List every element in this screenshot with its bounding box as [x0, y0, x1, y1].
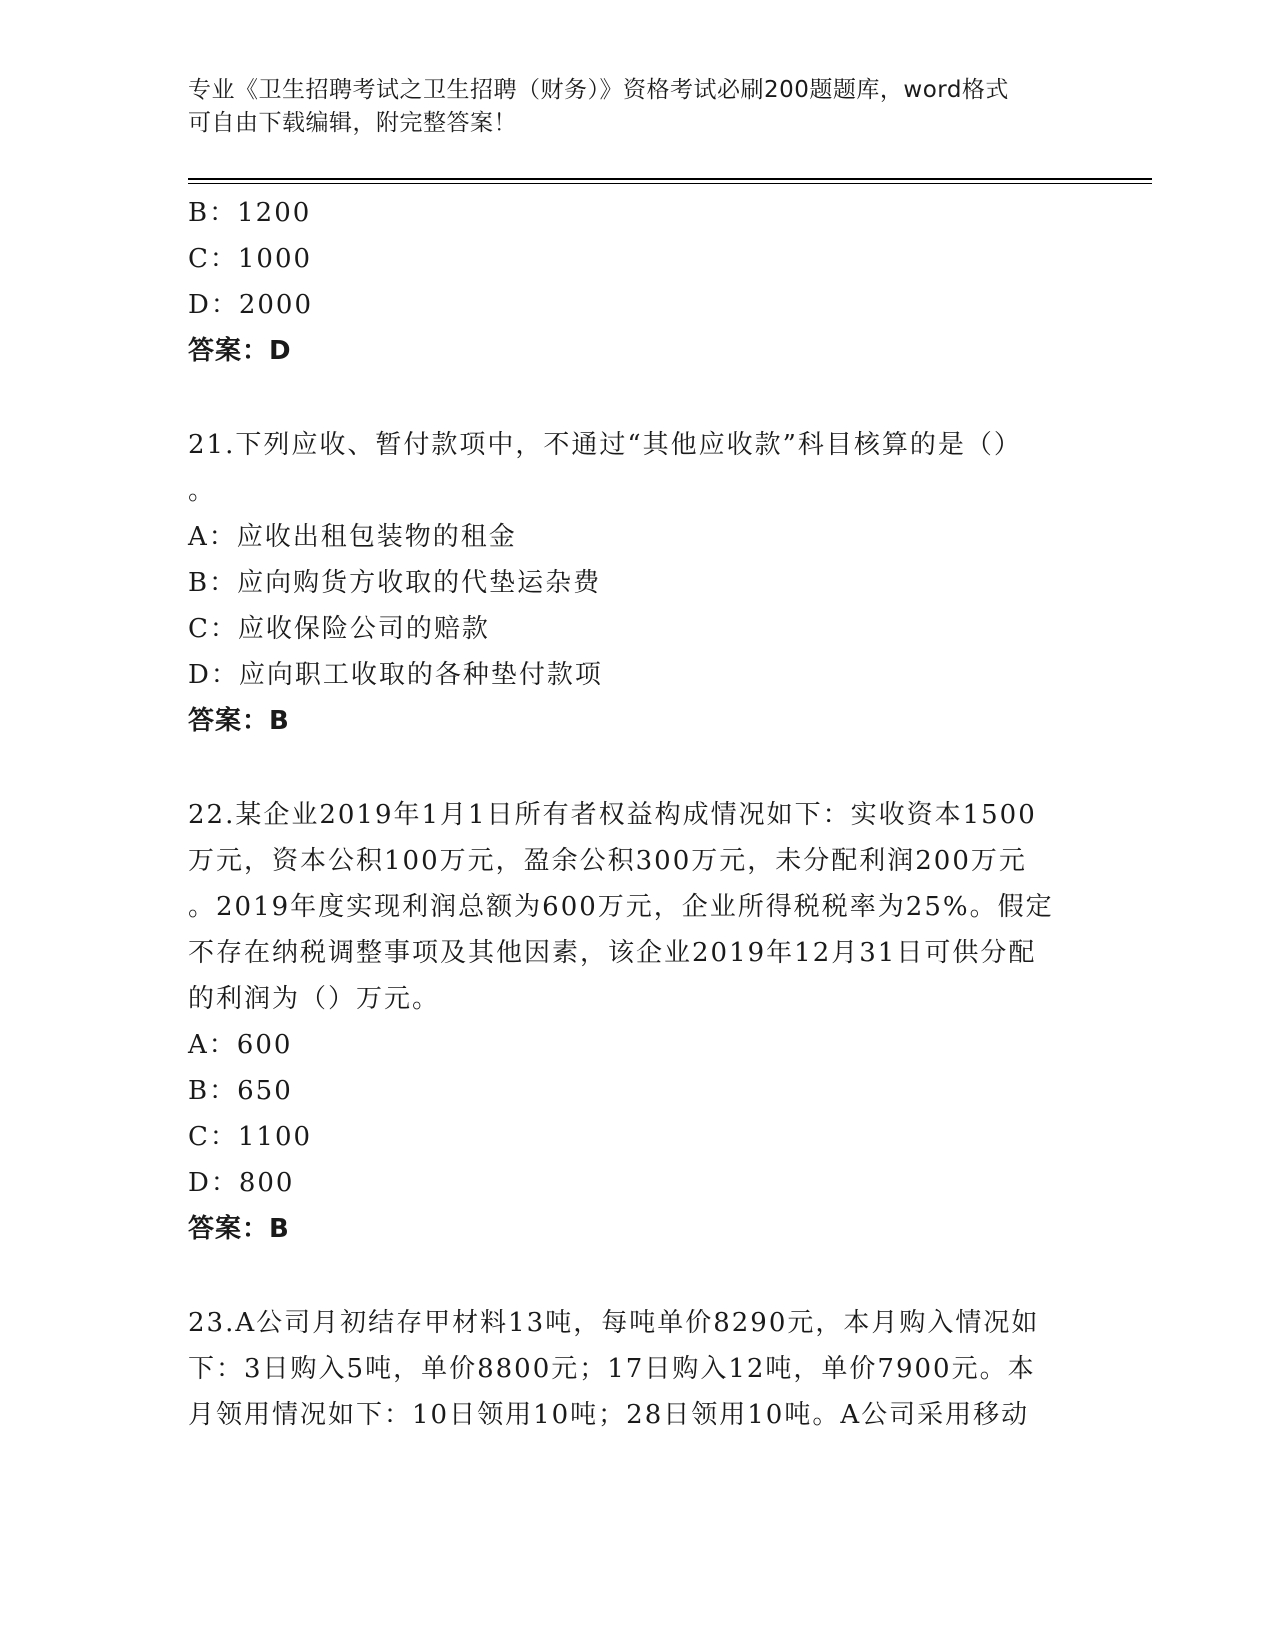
option-d: D：2000 [188, 290, 314, 320]
question-stem-line: 万元，资本公积100万元，盈余公积300万元，未分配利润200万元 [188, 846, 1027, 876]
option-b: B：650 [188, 1076, 293, 1106]
question-20-tail [188, 190, 1078, 374]
option-a: A：应收出租包装物的租金 [188, 522, 517, 552]
option-b: B：应向购货方收取的代垫运杂费 [188, 568, 602, 598]
answer-line: 答案：B [188, 706, 290, 736]
question-gap [188, 1252, 1078, 1300]
option-d: D：应向职工收取的各种垫付款项 [188, 660, 603, 690]
question-stem-line: 下：3日购入5吨，单价8800元；17日购入12吨，单价7900元。本 [188, 1354, 1036, 1384]
answer-line: 答案：B [188, 1214, 290, 1244]
question-stem-line: 月领用情况如下：10日领用10吨；28日领用10吨。A公司采用移动 [188, 1400, 1030, 1430]
question-stem-line: 21.下列应收、暂付款项中，不通过“其他应收款”科目核算的是（） [188, 430, 1022, 460]
question-stem-line: 23.A公司月初结存甲材料13吨，每吨单价8290元，本月购入情况如 [188, 1308, 1040, 1338]
document-header [188, 74, 1068, 140]
question-stem-line: 。 [188, 476, 217, 506]
header-title-line-1: 专业《卫生招聘考试之卫生招聘（财务）》资格考试必刷200题题库，word格式 [188, 77, 1009, 103]
question-21 [188, 422, 1078, 744]
question-stem-line: 不存在纳税调整事项及其他因素，该企业2019年12月31日可供分配 [188, 938, 1037, 968]
option-c: C：1100 [188, 1122, 313, 1152]
option-b: B：1200 [188, 198, 312, 228]
question-stem-line: 22.某企业2019年1月1日所有者权益构成情况如下：实收资本1500 [188, 800, 1037, 830]
answer-line: 答案：D [188, 336, 292, 366]
question-23 [188, 1300, 1078, 1438]
document-body [188, 190, 1078, 1438]
question-22 [188, 792, 1078, 1252]
header-title-line-2: 可自由下载编辑，附完整答案！ [188, 110, 517, 136]
option-c: C：1000 [188, 244, 313, 274]
option-c: C：应收保险公司的赔款 [188, 614, 490, 644]
question-gap [188, 374, 1078, 422]
question-gap [188, 744, 1078, 792]
header-rule-thick [188, 178, 1152, 180]
option-a: A：600 [188, 1030, 293, 1060]
option-d: D：800 [188, 1168, 295, 1198]
header-rule-thin [188, 183, 1152, 184]
question-stem-line: 。2019年度实现利润总额为600万元，企业所得税税率为25%。假定 [188, 892, 1054, 922]
question-stem-line: 的利润为（）万元。 [188, 984, 441, 1014]
